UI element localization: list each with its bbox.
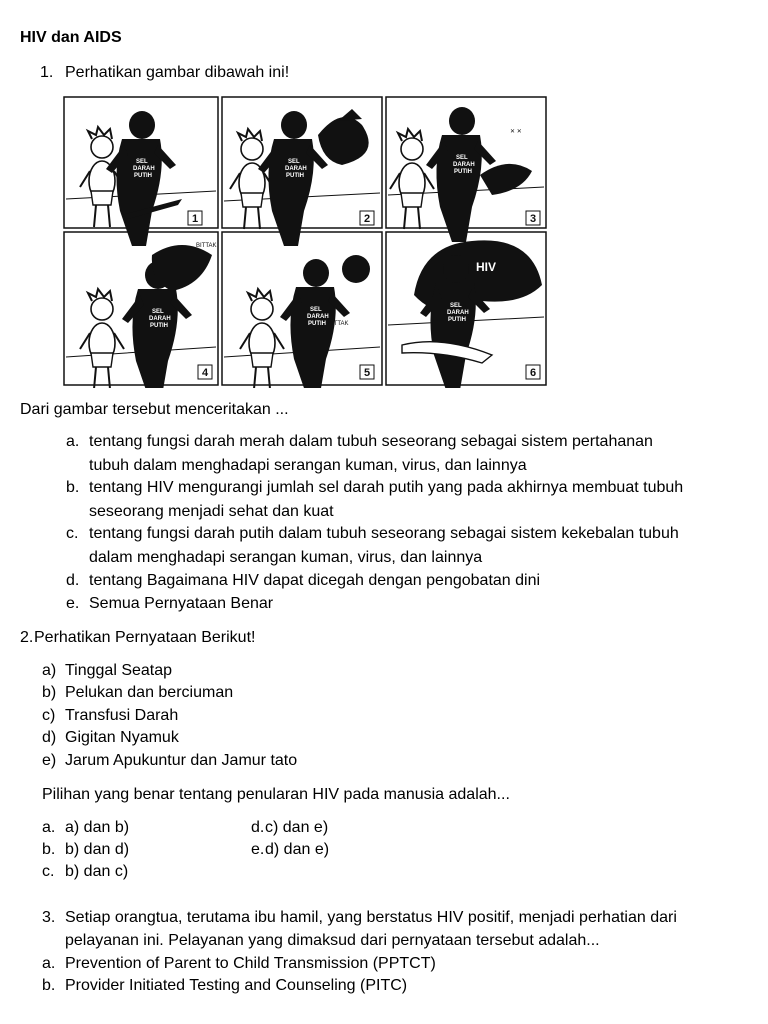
q2-option-c-letter[interactable]: c. [42, 863, 55, 880]
hiv-comic-strip [62, 95, 548, 388]
q1-option-a-letter[interactable]: a. [66, 433, 80, 450]
q1-option-e-letter[interactable]: e. [66, 595, 80, 612]
q2-option-d-letter[interactable]: d. [251, 819, 265, 836]
panel-number-2: 2 [364, 213, 371, 225]
q1-option-c-line-1[interactable]: tentang fungsi darah putih dalam tubuh seseorang sebagai sistem kekebalan tubuh [89, 525, 679, 542]
q2-option-a-letter[interactable]: a. [42, 819, 56, 836]
q2-number: 2. [20, 629, 34, 646]
q2-statement-c-letter: c) [42, 707, 56, 724]
q2-statement-b-letter: b) [42, 684, 57, 701]
q1-option-b-line-1[interactable]: tentang HIV mengurangi jumlah sel darah putih yang pada akhirnya membuat tubuh [89, 479, 684, 496]
q1-question: Dari gambar tersebut menceritakan ... [20, 401, 289, 418]
q2-option-b[interactable]: b) dan d) [65, 841, 130, 858]
q3-option-b[interactable]: Provider Initiated Testing and Counseling (PITC) [65, 977, 408, 994]
q1-option-c-letter[interactable]: c. [66, 525, 79, 542]
q2-question: Pilihan yang benar tentang penularan HIV pada manusia adalah... [42, 786, 510, 803]
q3-line-1: Setiap orangtua, terutama ibu hamil, yang berstatus HIV positif, menjadi perhatian dari [65, 909, 677, 926]
panel-number-3: 3 [530, 213, 537, 225]
q3-option-a-letter[interactable]: a. [42, 955, 56, 972]
q1-option-a-line-1[interactable]: tentang fungsi darah merah dalam tubuh seseorang sebagai sistem pertahanan [89, 433, 653, 450]
q1-option-d-line-1[interactable]: tentang Bagaimana HIV dapat dicegah dengan pengobatan dini [89, 572, 541, 589]
q1-option-b-letter[interactable]: b. [66, 479, 80, 496]
q2-option-d[interactable]: c) dan e) [265, 819, 329, 836]
q1-number: 1. [40, 64, 54, 81]
q2-statement-b: Pelukan dan berciuman [65, 684, 234, 701]
q3-line-2: pelayanan ini. Pelayanan yang dimaksud dari pernyataan tersebut adalah... [65, 932, 600, 949]
page-title: HIV dan AIDS [20, 29, 122, 46]
panel-number-6: 6 [530, 367, 537, 379]
sound-effect-2: BITTAK [328, 321, 349, 327]
panel-number-5: 5 [364, 367, 371, 379]
q3-number: 3. [42, 909, 56, 926]
panel-number-4: 4 [202, 367, 209, 379]
q2-statement-d: Gigitan Nyamuk [65, 729, 179, 746]
q2-option-a[interactable]: a) dan b) [65, 819, 130, 836]
q1-prompt: Perhatikan gambar dibawah ini! [65, 64, 290, 81]
q2-statement-a-letter: a) [42, 662, 57, 679]
q1-option-c-line-2[interactable]: dalam menghadapi serangan kuman, virus, dan lainnya [89, 549, 483, 566]
q2-statement-c: Transfusi Darah [65, 707, 179, 724]
q1-option-e-line-1[interactable]: Semua Pernyataan Benar [89, 595, 274, 612]
sound-effect-1: BITTAK [196, 243, 217, 249]
q1-option-d-letter[interactable]: d. [66, 572, 80, 589]
svg-text:✕ ✕: ✕ ✕ [510, 129, 522, 135]
q2-option-b-letter[interactable]: b. [42, 841, 56, 858]
q3-option-a[interactable]: Prevention of Parent to Child Transmission (PPTCT) [65, 955, 436, 972]
q2-statement-e: Jarum Apukuntur dan Jamur tato [65, 752, 298, 769]
q3-option-b-letter[interactable]: b. [42, 977, 56, 994]
q2-option-e-letter[interactable]: e. [251, 841, 265, 858]
q2-option-c[interactable]: b) dan c) [65, 863, 129, 880]
q1-option-a-line-2[interactable]: tubuh dalam menghadapi serangan kuman, virus, dan lainnya [89, 457, 527, 474]
q1-option-b-line-2[interactable]: seseorang menjadi sehat dan kuat [89, 503, 334, 520]
q2-statement-a: Tinggal Seatap [65, 662, 173, 679]
q2-statement-d-letter: d) [42, 729, 57, 746]
q2-option-e[interactable]: d) dan e) [265, 841, 330, 858]
panel-number-1: 1 [192, 213, 199, 225]
virus-label: HIV [476, 260, 497, 274]
q2-statement-e-letter: e) [42, 752, 57, 769]
q2-prompt: Perhatikan Pernyataan Berikut! [34, 629, 256, 646]
